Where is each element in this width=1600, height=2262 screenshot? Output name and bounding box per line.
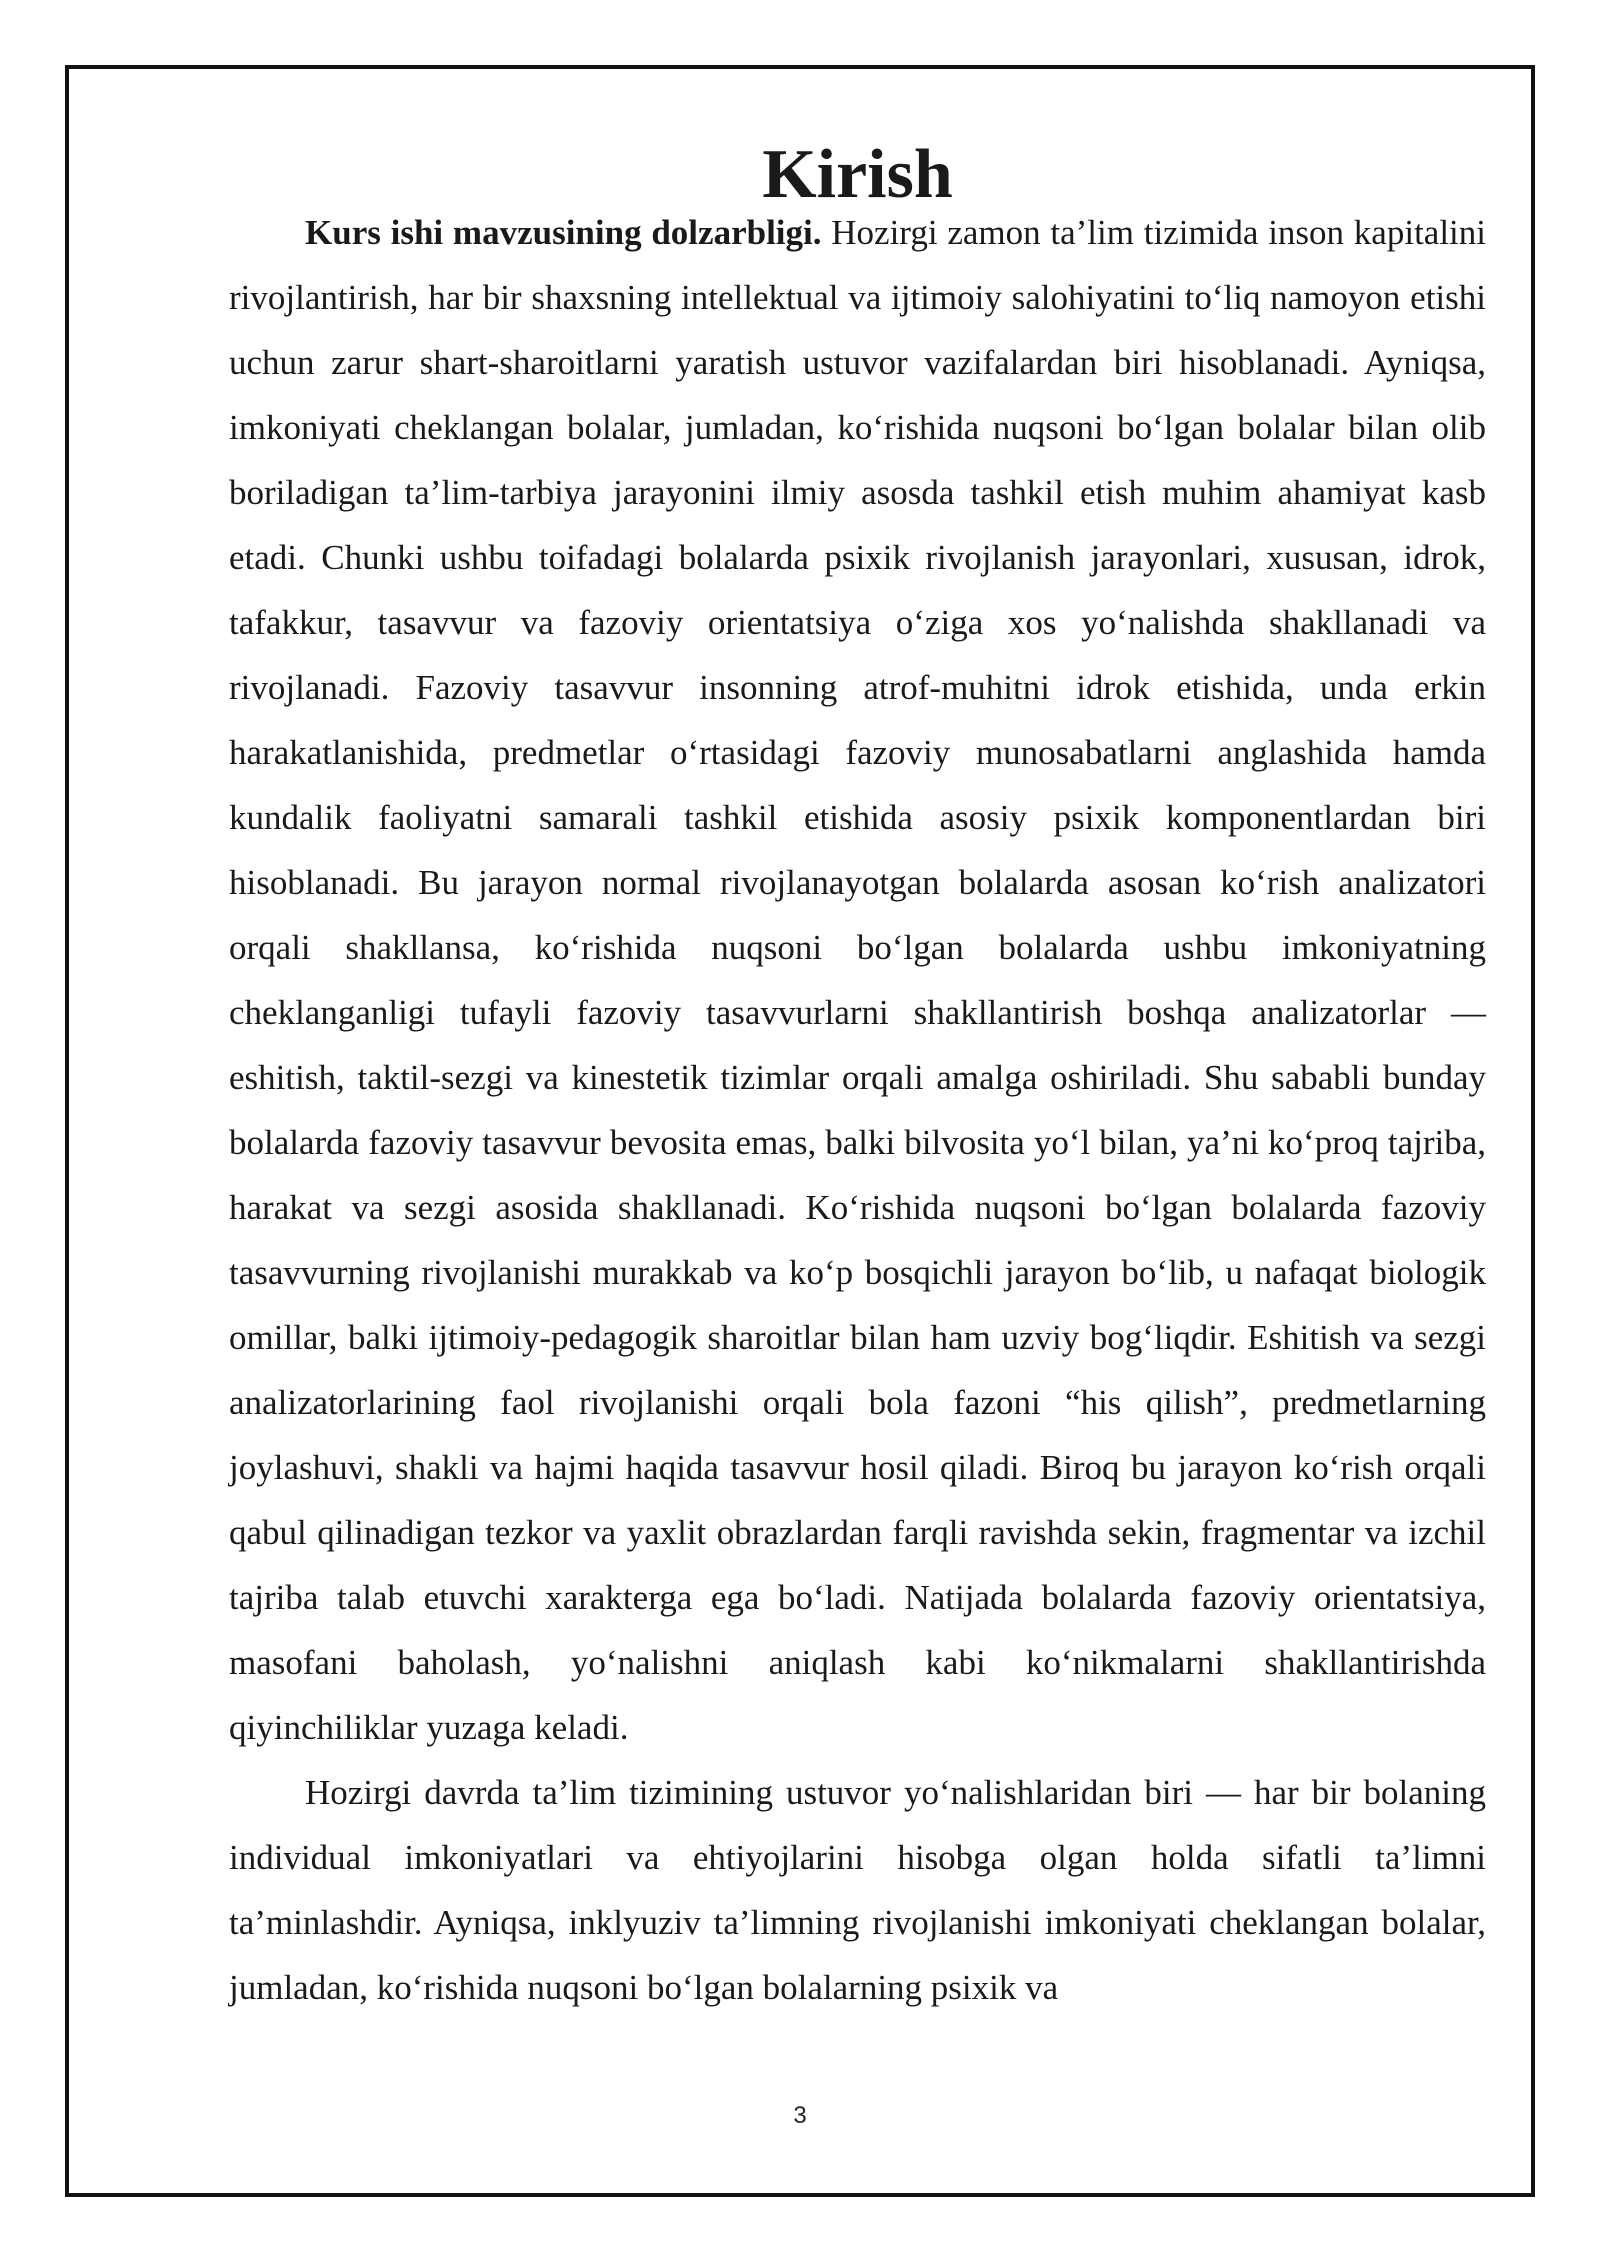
document-title: Kirish: [762, 136, 953, 213]
page-number: 3: [793, 2102, 807, 2129]
paragraph-1: [229, 200, 1486, 1760]
paragraph-lead: Kurs ishi mavzusining dolzarbligi.: [305, 213, 822, 252]
document-body: [229, 136, 1487, 2020]
paragraph-text: Hozirgi davrda ta’lim tizimining ustuvor yo‘nalishlaridan biri — har bir bolaning individual imkoniyatlari va ehtiyojlarini hisobga olgan holda sifatli ta’limni ta’minlashdir. Ayniqsa, inklyuziv ta’limning rivojlanishi imkoniyati cheklangan bolalar, jumladan, ko‘rishida nuqsoni bo‘lgan bolalarning psixik va: [229, 1773, 1486, 2007]
paragraph-2: [229, 1760, 1486, 2020]
paragraph-text: Hozirgi zamon ta’lim tizimida inson kapitalini rivojlantirish, har bir shaxsning intellektual va ijtimoiy salohiyatini to‘liq namoyon etishi uchun zarur shart-sharoitlarni yaratish ustuvor vazifalardan biri hisoblanadi. Ayniqsa, imkoniyati cheklangan bolalar, jumladan, ko‘rishida nuqsoni bo‘lgan bolalar bilan olib boriladigan ta’lim-tarbiya jarayonini ilmiy asosda tashkil etish muhim ahamiyat kasb etadi. Chunki ushbu toifadagi bolalarda psixik rivojlanish jarayonlari, xususan, idrok, tafakkur, tasavvur va fazoviy orientatsiya o‘ziga xos yo‘nalishda shakllanadi va rivojlanadi. Fazoviy tasavvur insonning atrof-muhitni idrok etishida, unda erkin harakatlanishida, predmetlar o‘rtasidagi fazoviy munosabatlarni anglashida hamda kundalik faoliyatni samarali tashkil etishida asosiy psixik komponentlardan biri hisoblanadi. Bu jarayon normal rivojlanayotgan bolalarda asosan ko‘rish analizatori orqali shakllansa, ko‘rishida nuqsoni bo‘lgan bolalarda ushbu imkoniyatning cheklanganligi tufayli fazoviy tasavvurlarni shakllantirish boshqa analizatorlar — eshitish, taktil-sezgi va kinestetik tizimlar orqali amalga oshiriladi. Shu sababli bunday bolalarda fazoviy tasavvur bevosita emas, balki bilvosita yo‘l bilan, ya’ni ko‘proq tajriba, harakat va sezgi asosida shakllanadi. Ko‘rishida nuqsoni bo‘lgan bolalarda fazoviy tasavvurning rivojlanishi murakkab va ko‘p bosqichli jarayon bo‘lib, u nafaqat biologik omillar, balki ijtimoiy-pedagogik sharoitlar bilan ham uzviy bog‘liqdir. Eshitish va sezgi analizatorlarining faol rivojlanishi orqali bola fazoni “his qilish”, predmetlarning joylashuvi, shakli va hajmi haqida tasavvur hosil qiladi. Biroq bu jarayon ko‘rish orqali qabul qilinadigan tezkor va yaxlit obrazlardan farqli ravishda sekin, fragmentar va izchil tajriba talab etuvchi xarakterga ega bo‘ladi. Natijada bolalarda fazoviy orientatsiya, masofani baholash, yo‘nalishni aniqlash kabi ko‘nikmalarni shakllantirishda qiyinchiliklar yuzaga keladi.: [229, 213, 1487, 1747]
